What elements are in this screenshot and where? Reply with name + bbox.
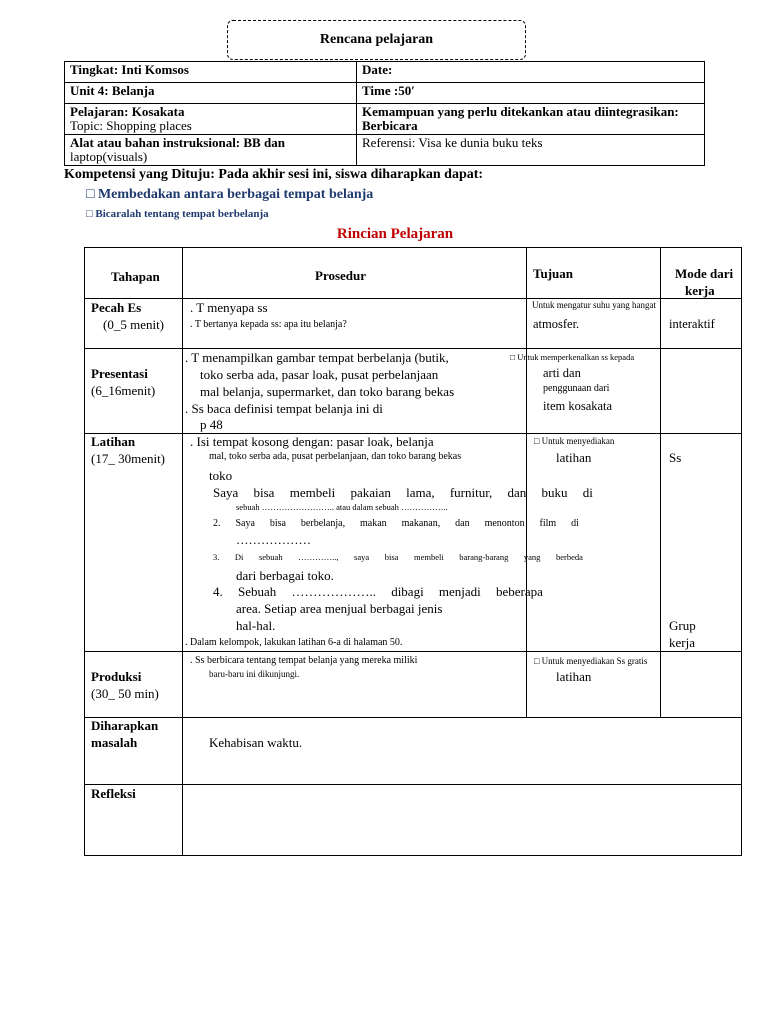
col-divider-1 <box>182 247 183 856</box>
practice-proc-2: mal, toko serba ada, pusat perbelanjaan, dan toko barang bekas <box>209 451 462 462</box>
s4-word: beberapa <box>496 584 543 599</box>
col-divider-3 <box>660 247 661 717</box>
s2-word: menonton <box>484 518 525 529</box>
skills-cell: Kemampuan yang perlu ditekankan atau diintegrasikan: Berbicara <box>357 104 705 135</box>
practice-proc-1: . Isi tempat kosong dengan: pasar loak, belanja <box>190 434 434 449</box>
s2-word: 2. <box>213 518 221 529</box>
section-title: Rincian Pelajaran <box>336 226 454 242</box>
s1-word: membeli <box>289 485 336 500</box>
aids-cell <box>65 135 357 166</box>
s2-word: Saya <box>235 518 255 529</box>
reference-cell: Referensi: Visa ke dunia buku teks <box>357 135 705 166</box>
s3-word: bisa <box>384 552 399 562</box>
lesson-detail-table <box>84 247 742 856</box>
practice-sentence-4-line-3: hal-hal. <box>236 618 276 633</box>
lesson-label: Pelajaran: Kosakata <box>70 104 185 119</box>
s3-word: saya <box>354 552 370 562</box>
s4-word: dibagi <box>391 584 424 599</box>
practice-sentence-4-line-2: area. Setiap area menjual berbagai jenis <box>236 601 443 616</box>
row-divider-1 <box>84 298 742 299</box>
col-divider-2 <box>526 247 527 717</box>
practice-sentence-1 <box>213 485 593 501</box>
topic-label: Topic: Shopping places <box>70 118 192 133</box>
s1-word: furnitur, <box>449 485 493 500</box>
time-cell: Time :50′ <box>357 83 705 104</box>
icebreak-proc-2: . T bertanya kepada ss: apa itu belanja? <box>190 319 347 330</box>
s3-word: berbeda <box>555 552 583 562</box>
level-cell: Tingkat: Inti Komsos <box>65 62 357 83</box>
s1-word: buku <box>541 485 568 500</box>
table-border-right <box>741 247 742 856</box>
s1-word: lama, <box>406 485 435 500</box>
s3-word: 3. <box>213 552 220 562</box>
practice-sentence-1-line-2: sebuah …………………….. atau dalam sebuah …………….. <box>236 502 448 512</box>
s3-word: barang-barang <box>459 552 509 562</box>
practice-sentence-2-line-2: ……………… <box>236 533 311 547</box>
problems-stage-1: Diharapkan <box>91 718 159 733</box>
production-time: (30_ 50 min) <box>91 686 159 701</box>
practice-mode-1: Ss <box>669 450 682 465</box>
practice-time: (17_ 30menit) <box>91 451 166 466</box>
practice-goal-1: □ Untuk menyediakan <box>534 436 615 446</box>
practice-stage: Latihan <box>91 434 136 449</box>
presentation-time: (6_16menit) <box>91 383 156 398</box>
s2-word: film <box>539 518 557 529</box>
s2-word: dan <box>455 518 470 529</box>
icebreak-proc-1: . T menyapa ss <box>190 300 268 315</box>
s1-word: bisa <box>253 485 275 500</box>
s1-word: dan <box>507 485 527 500</box>
icebreak-goal-2: atmosfer. <box>533 317 580 331</box>
presentation-stage: Presentasi <box>91 366 148 381</box>
practice-proc-last: . Dalam kelompok, lakukan latihan 6-a di halaman 50. <box>185 637 403 648</box>
presentation-goal-4: item kosakata <box>543 399 613 413</box>
practice-goal-2: latihan <box>556 450 592 465</box>
icebreak-mode: interaktif <box>669 317 715 331</box>
presentation-proc-1: . T menampilkan gambar tempat berbelanja (butik, <box>185 350 449 365</box>
row-divider-5 <box>84 717 742 718</box>
s2-word: makan <box>360 518 387 529</box>
presentation-goal-2: arti dan <box>543 366 581 380</box>
lesson-cell <box>65 104 357 135</box>
practice-proc-3: toko <box>209 468 233 483</box>
col-header-mode-1: Mode dari <box>675 266 734 281</box>
practice-mode-3: kerja <box>669 635 695 650</box>
production-goal-2: latihan <box>556 669 592 684</box>
objective-1: □ Membedakan antara berbagai tempat belanja <box>86 187 374 202</box>
table-border-left <box>84 247 85 856</box>
objective-2: □ Bicaralah tentang tempat berbelanja <box>86 208 269 220</box>
problems-text: Kehabisan waktu. <box>209 735 303 750</box>
icebreak-time: (0_5 menit) <box>103 317 165 332</box>
practice-mode-2: Grup <box>669 618 696 633</box>
reflection-stage: Refleksi <box>91 786 136 801</box>
col-header-mode-2: kerja <box>685 283 715 298</box>
date-cell: Date: <box>357 62 705 83</box>
presentation-goal-3: penggunaan dari <box>543 383 610 394</box>
s3-word: membeli <box>413 552 444 562</box>
col-header-stage: Tahapan <box>111 269 160 284</box>
document-title: Rencana pelajaran <box>227 20 526 60</box>
unit-cell: Unit 4: Belanja <box>65 83 357 104</box>
aids-line-1: Alat atau bahan instruksional: BB dan <box>70 135 285 150</box>
s3-word: yang <box>523 552 541 562</box>
presentation-proc-2: toko serba ada, pasar loak, pusat perbelanjaan <box>200 367 439 382</box>
presentation-proc-3: mal belanja, supermarket, dan toko barang bekas <box>200 384 455 399</box>
s4-word: Sebuah <box>237 584 277 599</box>
presentation-proc-4: . Ss baca definisi tempat belanja ini di <box>185 401 383 416</box>
production-goal-1: □ Untuk menyediakan Ss gratis <box>534 656 648 666</box>
competency-text: Kompetensi yang Dituju: Pada akhir sesi ini, siswa diharapkan dapat: <box>64 167 484 182</box>
production-proc-1: . Ss berbicara tentang tempat belanja yang mereka miliki <box>190 655 418 666</box>
s3-word: ………….., <box>298 552 339 562</box>
s3-word: Di <box>234 552 244 562</box>
production-proc-2: baru-baru ini dikunjungi. <box>209 669 300 679</box>
s1-word: pakaian <box>350 485 391 500</box>
s4-word: ……………….. <box>291 584 376 599</box>
s2-word: makanan, <box>401 518 441 529</box>
col-header-goal: Tujuan <box>533 266 573 281</box>
practice-sentence-2 <box>213 518 579 529</box>
practice-sentence-4 <box>213 584 543 600</box>
presentation-proc-5: p 48 <box>200 417 223 432</box>
s4-word: 4. <box>213 584 223 599</box>
row-divider-2 <box>84 348 742 349</box>
presentation-goal-1: □ Untuk memperkenalkan ss kepada <box>510 352 635 362</box>
header-table <box>64 61 705 166</box>
row-divider-6 <box>84 784 742 785</box>
s1-word: Saya <box>213 485 239 500</box>
s2-word: di <box>571 518 579 529</box>
col-header-procedure: Prosedur <box>315 268 367 283</box>
s1-word: di <box>582 485 593 500</box>
s2-word: berbelanja, <box>300 518 346 529</box>
problems-stage-2: masalah <box>91 735 138 750</box>
practice-sentence-3-line-2: dari berbagai toko. <box>236 568 334 583</box>
s3-word: sebuah <box>258 552 283 562</box>
row-divider-4 <box>84 651 742 652</box>
s2-word: bisa <box>269 518 286 529</box>
s4-word: menjadi <box>438 584 481 599</box>
practice-sentence-3 <box>213 552 583 562</box>
icebreak-goal-1: Untuk mengatur suhu yang hangat <box>532 300 656 310</box>
icebreak-stage: Pecah Es <box>91 300 142 315</box>
production-stage: Produksi <box>91 669 142 684</box>
aids-line-2: laptop(visuals) <box>70 149 148 164</box>
